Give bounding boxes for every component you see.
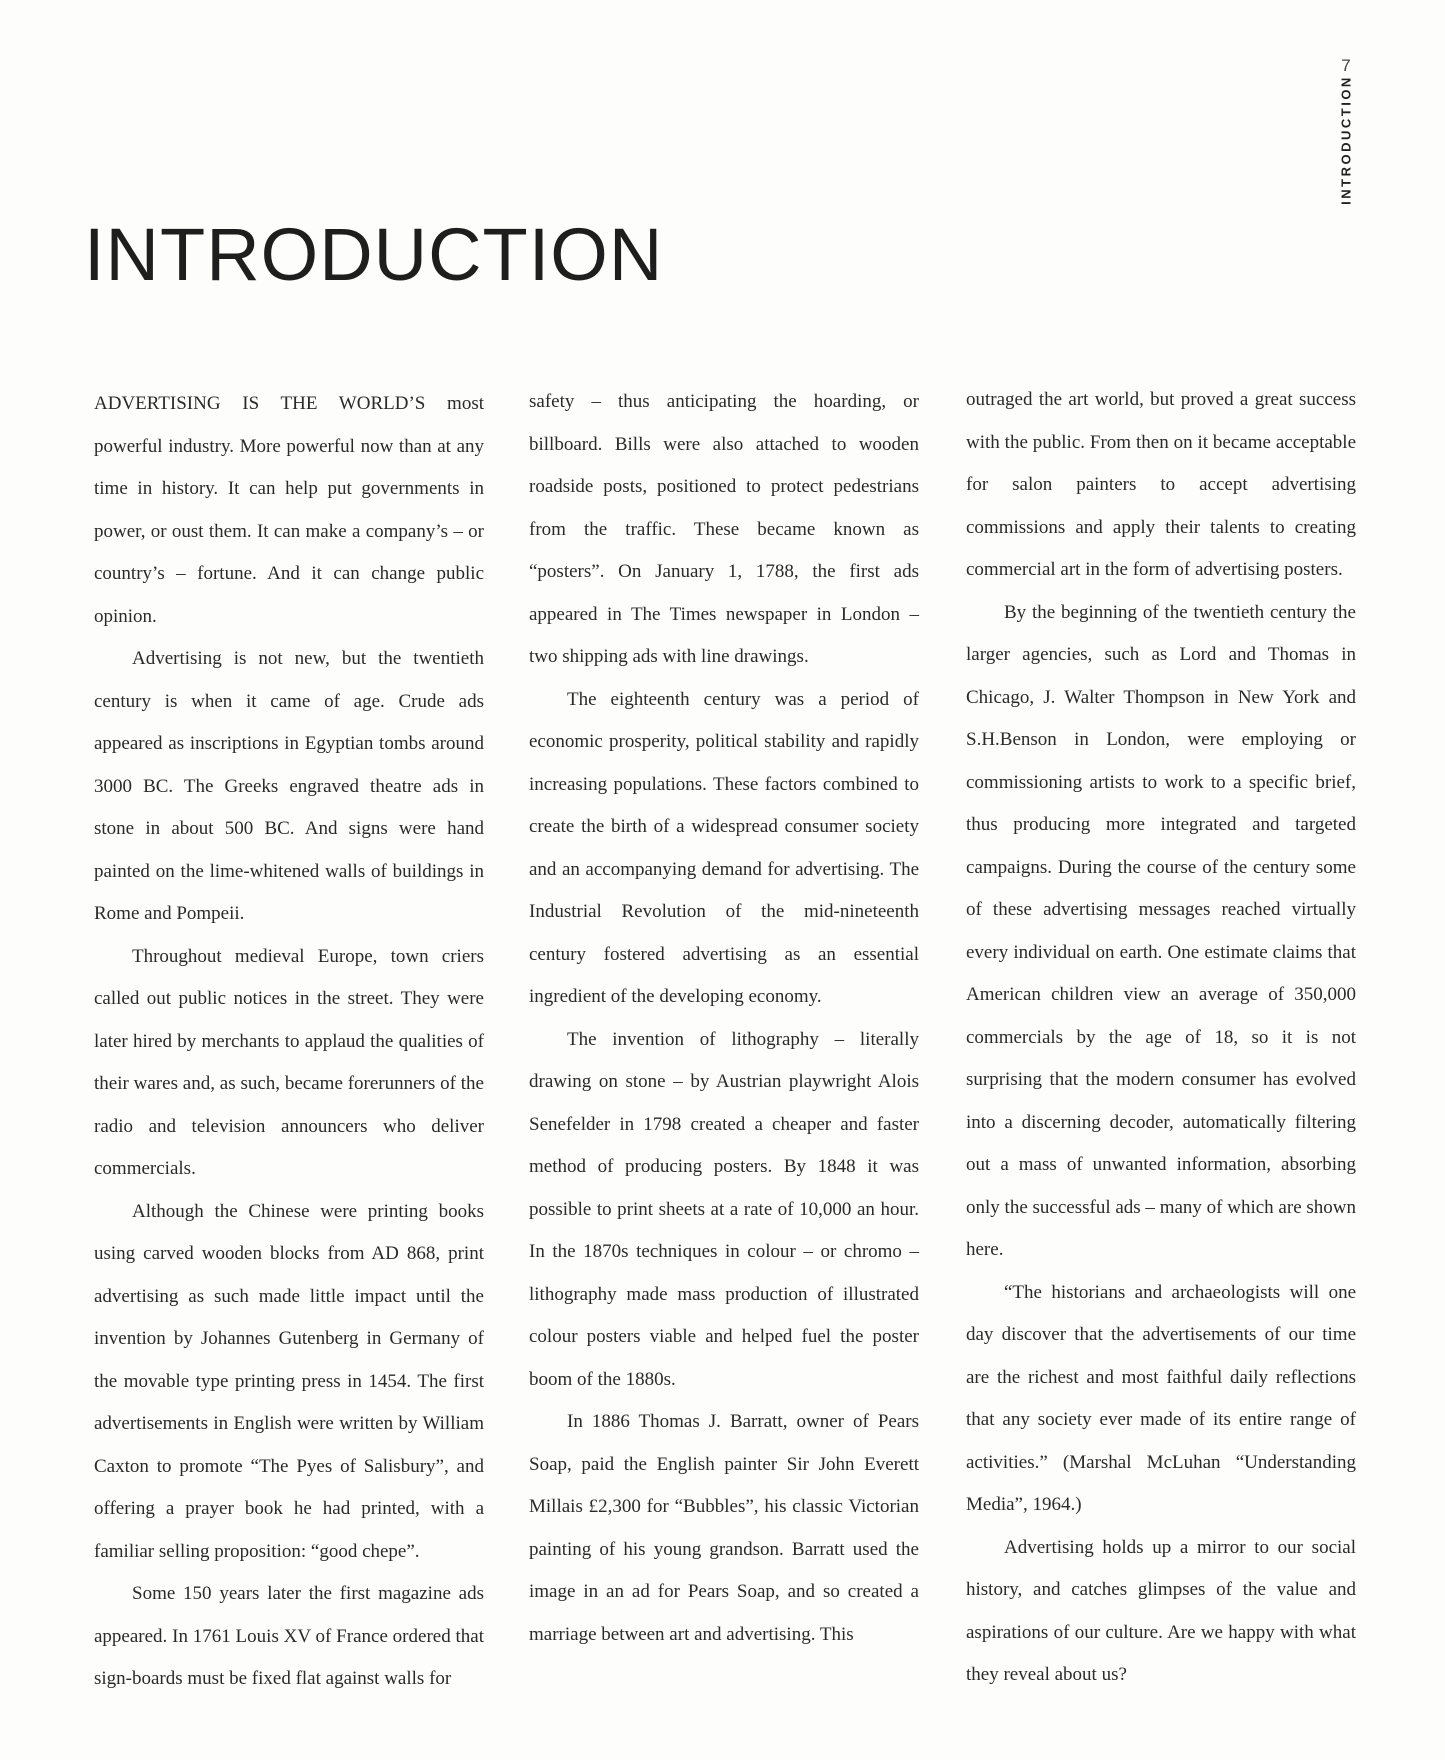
paragraph: “The historians and archaeologists will one day discover that the advertisements of our time are the richest and most faithful daily reflections that any society ever made of its entire range of activities.” (Marshal McLuhan “Understanding Media”, 1964.)	[966, 1281, 1356, 1515]
paragraph: safety – thus anticipating the hoarding, or billboard. Bills were also attached to wooden roadside posts, positioned to protect pedestrians from the traffic. These became known as “posters”. On January 1, 1788, the first ads appeared in The Times newspaper in London – two shipping ads with line drawings.	[529, 391, 919, 667]
paragraph: By the beginning of the twentieth century the larger agencies, such as Lord and Thomas in Chicago, J. Walter Thompson in New York and S.H.Benson in London, were employing or commissioning artists to work to a specific brief, thus producing more integrated and targeted campaigns. During the course of the century some of these advertising messages reached virtually every individual on earth. One estimate claims that American children view an average of 350,000 commercials by the age of 18, so it is not surprising that the modern consumer has evolved into a discerning decoder, automatically filtering out a mass of unwanted information, absorbing only the successful ads – many of which are shown here.	[966, 601, 1356, 1260]
paragraph: Throughout medieval Europe, town criers called out public notices in the street. They were later hired by merchants to applaud the qualities of their wares and, as such, became forerunners of the radio and television announcers who deliver commercials.	[94, 945, 484, 1179]
paragraph: outraged the art world, but proved a great success with the public. From then on it became acceptable for salon painters to accept advertising commissions and apply their talents to creating commercial art in the form of advertising posters.	[966, 389, 1356, 580]
paragraph: Although the Chinese were printing books using carved wooden blocks from AD 868, print advertising as such made little impact until the invention by Johannes Gutenberg in Germany of the movable type printing press in 1454. The first advertisements in English were written by William Caxton to promote “The Pyes of Salisbury”, and offering a prayer book he had printed, with a familiar selling proposition: “good chepe”.	[94, 1200, 484, 1562]
paragraph: The eighteenth century was a period of economic prosperity, political stability and rapidly increasing populations. These factors combined to create the birth of a widespread consumer society and an accompanying demand for advertising. The Industrial Revolution of the mid-nineteenth century fostered advertising as an essential ingredient of the developing economy.	[529, 688, 919, 1007]
paragraph: The invention of lithography – literally drawing on stone – by Austrian playwright Alois Senefelder in 1798 created a cheaper and faster method of producing posters. By 1848 it was possible to print sheets at a rate of 10,000 an hour. In the 1870s techniques in colour – or chromo – lithography made mass production of illustrated colour posters viable and helped fuel the poster boom of the 1880s.	[529, 1028, 919, 1390]
paragraph: Advertising holds up a mirror to our social history, and catches glimpses of the value and aspirations of our culture. Are we happy with what they reveal about us?	[966, 1536, 1356, 1685]
paragraph: Advertising is not new, but the twentieth century is when it came of age. Crude ads appeared as inscriptions in Egyptian tombs around 3000 BC. The Greeks engraved theatre ads in stone in about 500 BC. And signs were hand painted on the lime-whitened walls of buildings in Rome and Pompeii.	[94, 648, 484, 924]
page-title: INTRODUCTION	[84, 213, 664, 296]
page-number: 7	[1341, 56, 1351, 75]
paragraph: ADVERTISING IS THE WORLD’S most powerful industry. More powerful now than at any time in history. It can help put governments in power, or oust them. It can make a company’s – or country’s – fortune. And it can change public opinion.	[94, 393, 484, 627]
running-head: INTRODUCTION	[1338, 75, 1354, 205]
paragraph: In 1886 Thomas J. Barratt, owner of Pears Soap, paid the English painter Sir John Everett Millais £2,300 for “Bubbles”, his classic Victorian painting of his young grandson. Barratt used the image in an ad for Pears Soap, and so created a marriage between art and advertising. This	[529, 1411, 919, 1645]
text-column-3	[966, 379, 1356, 1697]
paragraph: Some 150 years later the first magazine ads appeared. In 1761 Louis XV of France ordered that sign-boards must be fixed flat against walls for	[94, 1583, 484, 1689]
text-column-2	[529, 381, 919, 1656]
text-column-1	[94, 383, 484, 1701]
